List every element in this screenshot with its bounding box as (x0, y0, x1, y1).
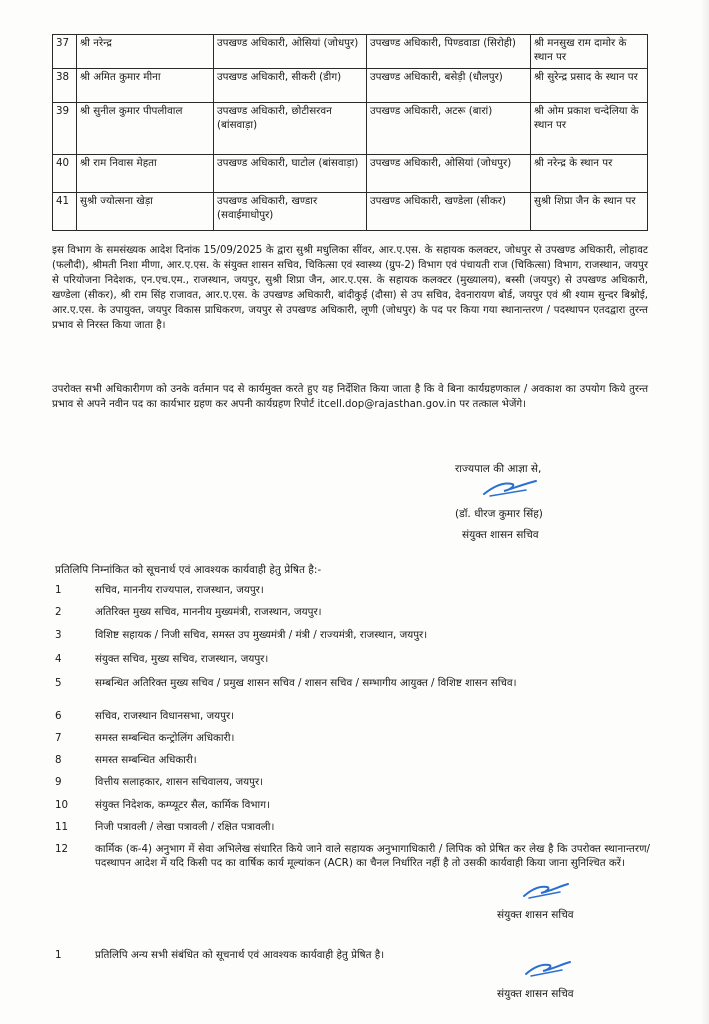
list-text: अतिरिक्त मुख्य सचिव, माननीय मुख्यमंत्री, राजस्थान, जयपुर। (95, 606, 322, 618)
list-text: सम्बन्धित अतिरिक्त मुख्य सचिव / प्रमुख शासन सचिव / शासन सचिव / सम्भागीय आयुक्त / विशिष्ट शासन सचिव। (95, 677, 517, 689)
vice-cell: श्री नरेन्द्र के स्थान पर (531, 155, 648, 193)
new-post-cell: उपखण्ड अधिकारी, बसेड़ी (धौलपुर) (367, 69, 531, 103)
new-post-cell: उपखण्ड अधिकारी, खण्डेला (सीकर) (367, 193, 531, 231)
current-post-cell: उपखण्ड अधिकारी, सीकरी (डीग) (214, 69, 367, 103)
table-row (53, 69, 648, 103)
signature-icon (520, 880, 572, 902)
list-text: वित्तीय सलाहकार, शासन सचिवालय, जयपुर। (95, 776, 264, 788)
vice-cell: श्री मनसुख राम दामोर के स्थान पर (531, 35, 648, 69)
signature-icon (522, 958, 574, 980)
vice-cell: श्री सुरेन्द्र प्रसाद के स्थान पर (531, 69, 648, 103)
signatory-designation: संयुक्त शासन सचिव (497, 909, 574, 921)
list-number: 1 (55, 584, 62, 596)
list-text: कार्मिक (क-4) अनुभाग में सेवा अभिलेख संधारित किये जाने वाले सहायक अनुभागाधिकारी / लिपिक को प्रेषित कर लेख है कि उपरोक्त स्थानान्तरण/पदस्थापन आदेश में यदि किसी पद का वार्षिक कार्य मूल्यांकन (ACR) का चैनल निर्धारित नहीं है तो उसकी कार्यवाही किया जाना सुनिश्चित करें। (95, 843, 650, 869)
signature-icon (480, 476, 540, 500)
list-number: 8 (55, 754, 62, 766)
list-number: 11 (55, 821, 69, 833)
instruction-paragraph: उपरोक्त सभी अधिकारीगण को उनके वर्तमान पद से कार्यमुक्त करते हुए यह निर्देशित किया जाता है कि वे बिना कार्यग्रहणकाल / अवकाश का उपयोग किये तुरन्त प्रभाव से अपने नवीन पद का कार्यभार ग्रहण कर अपनी कार्यग्रहण रिपोर्ट itcell.dop@rajasthan.gov.in पर तत्काल भेजेंगे। (52, 384, 648, 410)
serial-cell: 37 (53, 35, 77, 69)
list-text: सचिव, माननीय राज्यपाल, राजस्थान, जयपुर। (95, 584, 264, 596)
page-edge-shadow (701, 0, 709, 1024)
signatory-designation: संयुक्त शासन सचिव (497, 988, 574, 1000)
list-text: प्रतिलिपि अन्य सभी संबंधित को सूचनार्थ एवं आवश्यक कार्यवाही हेतु प्रेषित है। (95, 949, 385, 961)
list-text: संयुक्त सचिव, मुख्य सचिव, राजस्थान, जयपुर। (95, 653, 269, 665)
table-row (53, 193, 648, 231)
list-number: 7 (55, 732, 62, 744)
serial-cell: 38 (53, 69, 77, 103)
current-post-cell: उपखण्ड अधिकारी, घाटोल (बांसवाड़ा) (214, 155, 367, 193)
officer-name-cell: श्री अमित कुमार मीना (77, 69, 214, 103)
list-number: 2 (55, 606, 62, 618)
current-post-cell: उपखण्ड अधिकारी, खण्डार (सवाईमाधोपुर) (214, 193, 367, 231)
current-post-cell: उपखण्ड अधिकारी, छोटीसरवन (बांसवाड़ा) (214, 103, 367, 155)
table-row (53, 155, 648, 193)
vice-cell: श्री ओम प्रकाश चन्देलिया के स्थान पर (531, 103, 648, 155)
current-post-cell: उपखण्ड अधिकारी, ओसियां (जोधपुर) (214, 35, 367, 69)
list-number: 12 (55, 843, 69, 855)
table-row (53, 103, 648, 155)
list-text: समस्त सम्बन्धित अधिकारी। (95, 754, 197, 766)
signatory-designation: संयुक्त शासन सचिव (462, 529, 539, 541)
new-post-cell: उपखण्ड अधिकारी, ओसियां (जोधपुर) (367, 155, 531, 193)
list-number: 4 (55, 653, 62, 665)
list-text: समस्त सम्बन्धित कन्ट्रोलिंग अधिकारी। (95, 732, 235, 744)
cancellation-paragraph: इस विभाग के समसंख्यक आदेश दिनांक 15/09/2025 के द्वारा सुश्री मधुलिका सींवर, आर.ए.एस. के सहायक कलक्टर, जोधपुर से उपखण्ड अधिकारी, लोहावट (फलौदी), श्रीमती निशा मीणा, आर.ए.एस. के संयुक्त शासन सचिव, चिकित्सा एवं स्वास्थ्य (ग्रुप-2) विभाग एवं पंचायती राज (चिकित्सा) विभाग, राजस्थान, जयपुर से परियोजना निदेशक, एन.एच.एम., राजस्थान, जयपुर, सुश्री शिप्रा जैन, आर.ए.एस. के सहायक कलक्टर (मुख्यालय), बस्सी (जयपुर) से उपखण्ड अधिकारी, खण्डेला (सीकर), श्री राम सिंह राजावत, आर.ए.एस. के उपखण्ड अधिकारी, बांदीकुई (दौसा) से उप सचिव, देवनारायण बोर्ड, जयपुर एवं श्री श्याम सुन्दर बिश्नोई, आर.ए.एस. के उपायुक्त, जयपुर विकास प्राधिकरण, जयपुर से उपखण्ड अधिकारी, लूणी (जोधपुर) के पद पर किया गया स्थानान्तरण / पदस्थापन एतदद्वारा तुरन्त प्रभाव से निरस्त किया जाता है। (52, 245, 648, 331)
list-number: 9 (55, 776, 62, 788)
signatory-name: (डॉ. धीरज कुमार सिंह) (455, 508, 543, 520)
officer-name-cell: श्री राम निवास मेहता (77, 155, 214, 193)
table-row (53, 35, 648, 69)
list-number: 6 (55, 710, 62, 722)
list-text: विशिष्ट सहायक / निजी सचिव, समस्त उप मुख्यमंत्री / मंत्री / राज्यमंत्री, राजस्थान, जयपुर। (95, 629, 428, 641)
list-text: निजी पत्रावली / लेखा पत्रावली / रक्षित पत्रावली। (95, 821, 275, 833)
serial-cell: 41 (53, 193, 77, 231)
officer-name-cell: सुश्री ज्योत्सना खेड़ा (77, 193, 214, 231)
new-post-cell: उपखण्ड अधिकारी, अटरू (बारां) (367, 103, 531, 155)
list-number: 10 (55, 799, 69, 811)
officer-name-cell: श्री नरेन्द्र (77, 35, 214, 69)
vice-cell: सुश्री शिप्रा जैन के स्थान पर (531, 193, 648, 231)
order-line: राज्यपाल की आज्ञा से, (455, 463, 542, 475)
copy-heading: प्रतिलिपि निम्नांकित को सूचनार्थ एवं आवश्यक कार्यवाही हेतु प्रेषित है:- (55, 564, 322, 576)
list-text: संयुक्त निदेशक, कम्प्यूटर सैल, कार्मिक विभाग। (95, 799, 270, 811)
transfer-table (52, 34, 648, 231)
serial-cell: 39 (53, 103, 77, 155)
list-number: 5 (55, 677, 62, 689)
list-number: 3 (55, 629, 62, 641)
new-post-cell: उपखण्ड अधिकारी, पिण्डवाडा (सिरोही) (367, 35, 531, 69)
serial-cell: 40 (53, 155, 77, 193)
list-text: सचिव, राजस्थान विधानसभा, जयपुर। (95, 710, 235, 722)
officer-name-cell: श्री सुनील कुमार पीपलीवाल (77, 103, 214, 155)
list-number: 1 (55, 949, 62, 961)
